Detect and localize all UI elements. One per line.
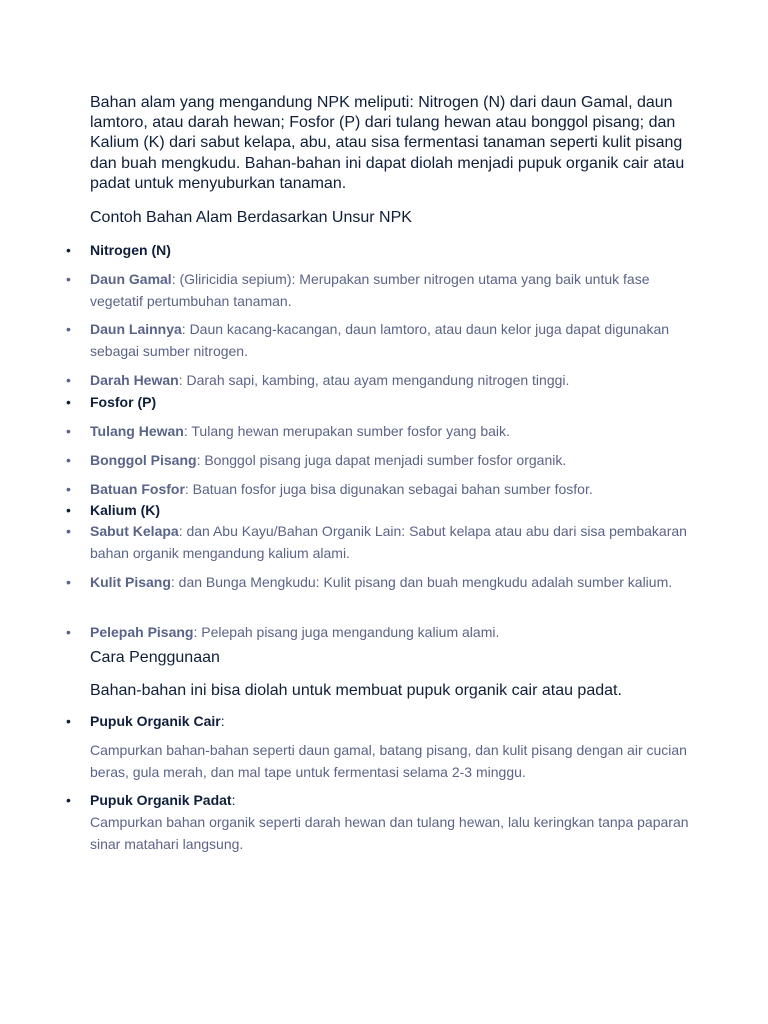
description: : Daun kacang-kacangan, daun lamtoro, atau daun kelor juga dapat digunakan sebagai sumber nitrogen. [90,321,670,359]
list-item-pelepah-pisang [90,622,690,644]
term: Tulang Hewan [90,423,184,439]
description: : Batuan fosfor juga bisa digunakan sebagai bahan sumber fosfor. [184,481,593,497]
fosfor-title: Fosfor (P) [90,394,157,410]
colon: : [220,713,225,729]
pupuk-cair-description: Campurkan bahan-bahan seperti daun gamal, batang pisang, dan kulit pisang dengan air cucian beras, gula merah, dan mal tape untuk fermentasi selama 2-3 minggu. [90,742,687,780]
description: : dan Abu Kayu/Bahan Organik Lain: Sabut kelapa atau abu dari sisa pembakaran bahan organik mengandung kalium alami. [90,523,687,561]
section-title-nitrogen [90,240,690,262]
description: : Darah sapi, kambing, atau ayam mengandung nitrogen tinggi. [178,372,570,388]
list-item-bonggol-pisang [90,450,690,472]
nitrogen-title: Nitrogen (N) [90,242,171,258]
description: : Pelepah pisang juga mengandung kalium alami. [193,624,500,640]
description: : (Gliricidia sepium): Merupakan sumber nitrogen utama yang baik untuk fase vegetatif pertumbuhan tanaman. [90,271,650,309]
term: Daun Lainnya [90,321,182,337]
list-item-pupuk-padat [90,790,690,812]
pupuk-padat-description: Campurkan bahan organik seperti darah hewan dan tulang hewan, lalu keringkan tanpa paparan sinar matahari langsung. [90,814,689,852]
term: Pupuk Organik Padat [90,792,232,808]
section-title-fosfor [90,392,690,414]
intro-paragraph: Bahan alam yang mengandung NPK meliputi: Nitrogen (N) dari daun Gamal, daun lamtoro, atau darah hewan; Fosfor (P) dari tulang hewan atau bonggol pisang; dan Kalium (K) dari sabut kelapa, abu, atau sisa fermentasi tanaman seperti kulit pisang dan buah mengkudu. Bahan-bahan ini dapat diolah menjadi pupuk organik cair atau padat untuk menyuburkan tanaman. [90,94,685,192]
heading-cara-penggunaan: Cara Penggunaan [90,649,220,666]
term: Bonggol Pisang [90,452,197,468]
colon: : [231,792,236,808]
list-item-kulit-pisang [90,572,690,594]
term: Darah Hewan [90,372,179,388]
description: : Bonggol pisang juga dapat menjadi sumber fosfor organik. [196,452,567,468]
list-item-tulang-hewan [90,421,690,443]
list-item-sabut-kelapa [90,521,690,564]
term: Batuan Fosfor [90,481,185,497]
term: Pelepah Pisang [90,624,194,640]
list-item-batuan-fosfor [90,479,690,501]
kalium-title: Kalium (K) [90,502,160,518]
list-item-darah-hewan [90,370,690,392]
term: Kulit Pisang [90,574,171,590]
description: : dan Bunga Mengkudu: Kulit pisang dan buah mengkudu adalah sumber kalium. [170,574,673,590]
list-item-pupuk-cair [90,711,690,733]
list-item-daun-lainnya [90,319,690,362]
heading-contoh: Contoh Bahan Alam Berdasarkan Unsur NPK [90,209,412,226]
cara-intro-paragraph: Bahan-bahan ini bisa diolah untuk membuat pupuk organik cair atau padat. [90,682,622,699]
description: : Tulang hewan merupakan sumber fosfor yang baik. [183,423,510,439]
term: Pupuk Organik Cair [90,713,221,729]
term: Daun Gamal [90,271,172,287]
term: Sabut Kelapa [90,523,179,539]
list-item-daun-gamal [90,269,690,312]
section-title-kalium [90,500,690,522]
